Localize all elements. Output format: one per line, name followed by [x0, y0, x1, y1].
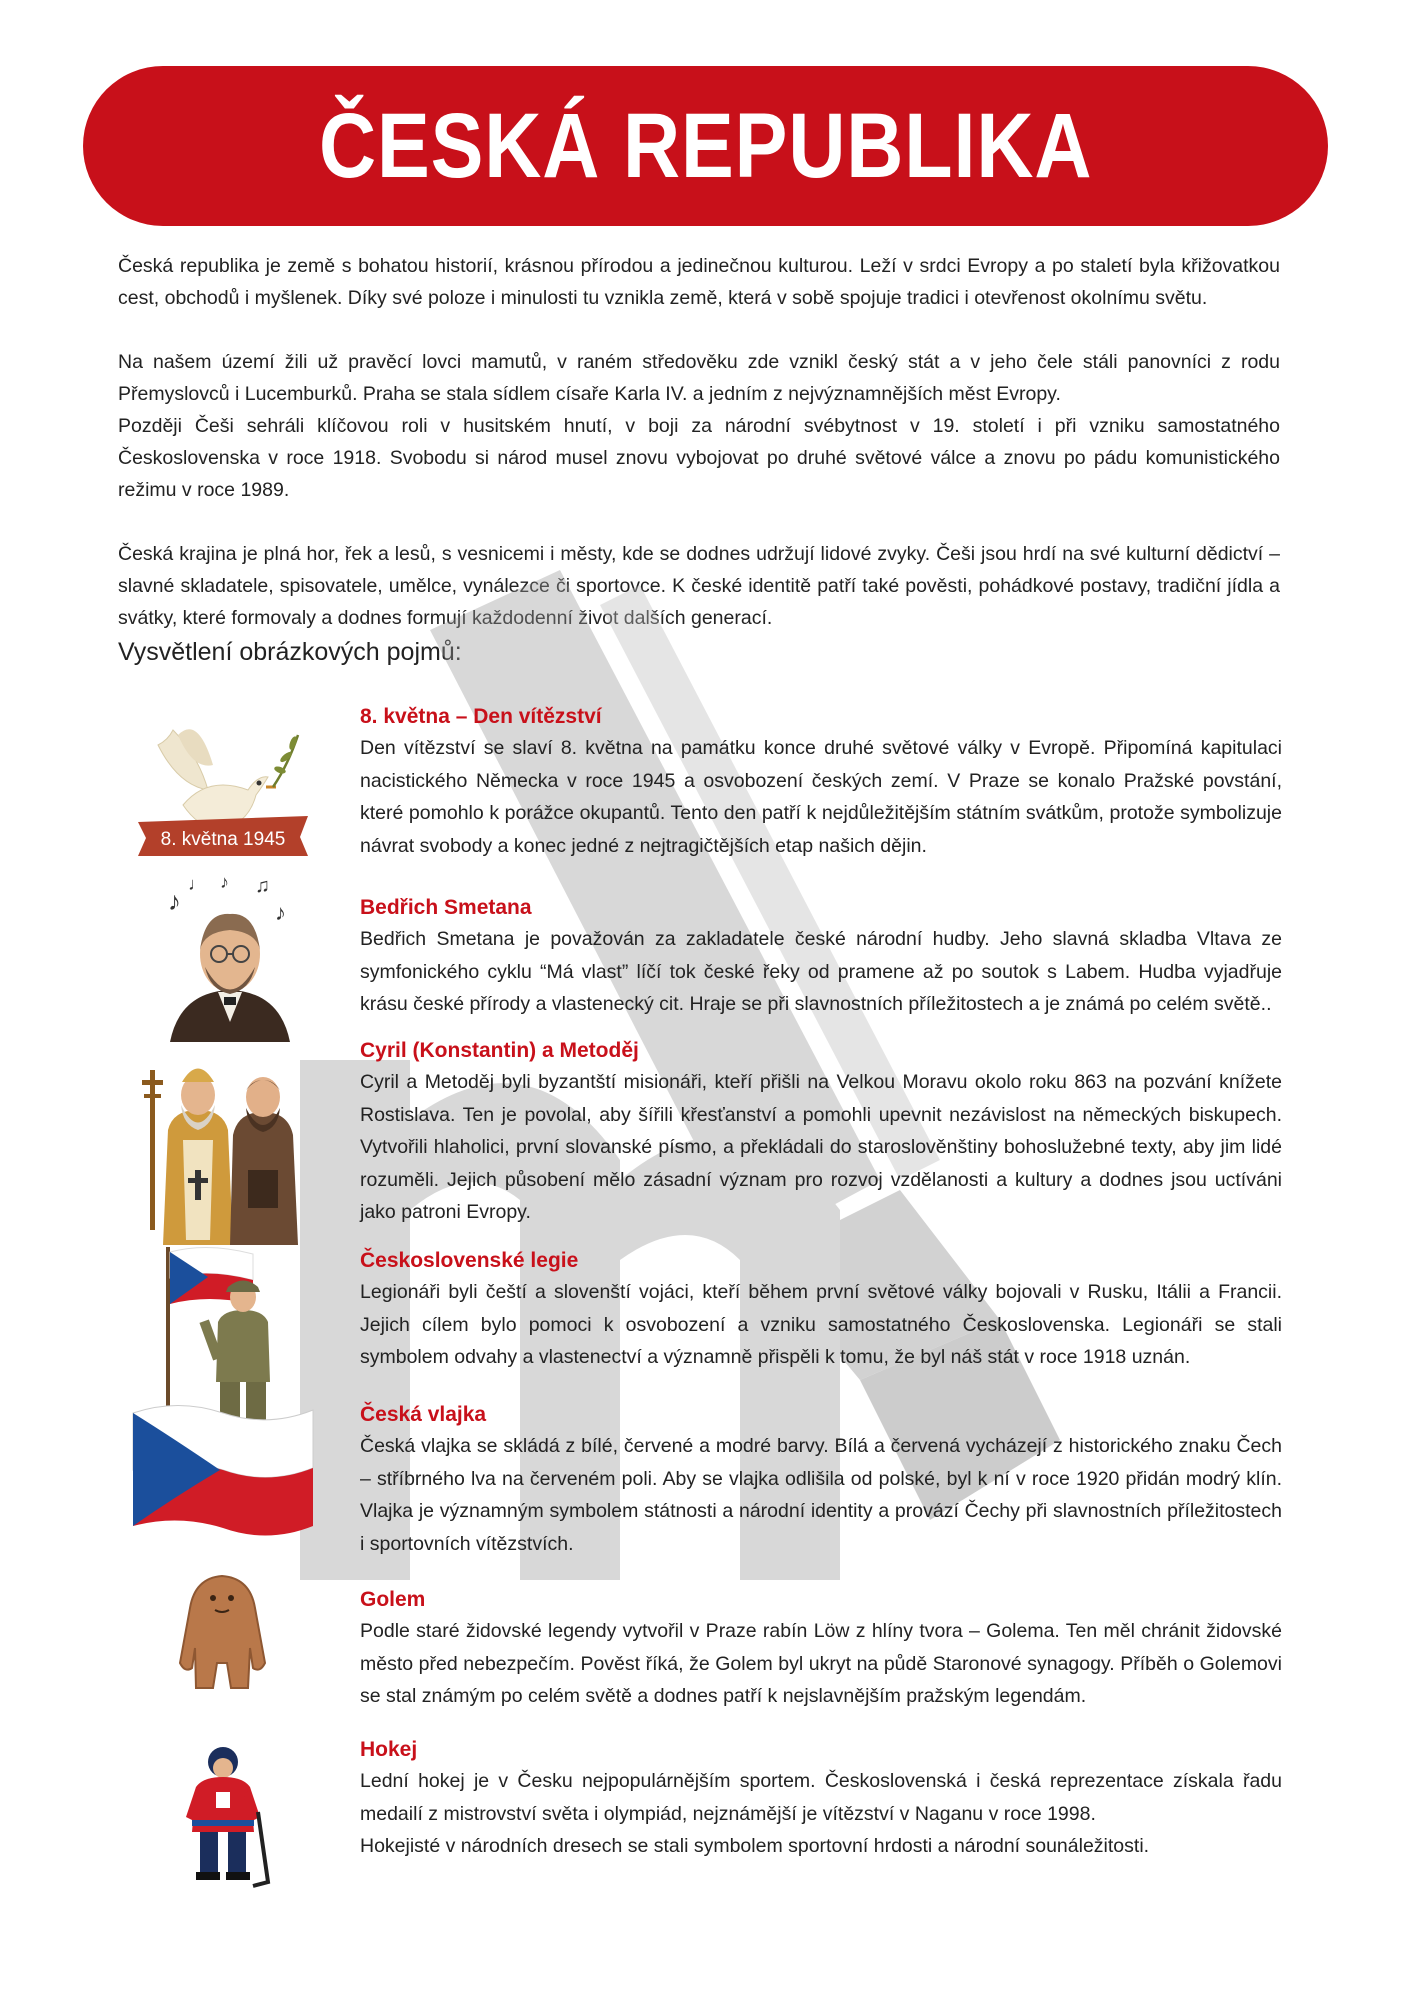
entry-text: Podle staré židovské legendy vytvořil v Praze rabín Löw z hlíny tvora – Golema. Ten měl chránit židovské město před nebezpečím. Pověst říká, že Golem byl ukryt na půdě Staronové synagogy. Příběh o Golemovi se stal známým po celém světě a dodnes patří k nejslavnějším pražským legendám.	[360, 1620, 1282, 1707]
entry-victory-day	[360, 702, 1282, 862]
entry-legions	[360, 1246, 1282, 1374]
entry-smetana	[360, 893, 1282, 1021]
intro-paragraph: Na našem území žili už pravěcí lovci mamutů, v raném středověku zde vznikl český stát a v jeho čele stáli panovníci z rodu Přemyslovců i Lucemburků. Praha se stala sídlem císaře Karla IV. a jedním z nejvýznamnějších měst Evropy.	[118, 351, 1280, 405]
entry-title: Hokej	[360, 1738, 418, 1761]
page-title: ČESKÁ REPUBLIKA	[318, 94, 1093, 197]
cyril-methodius-icon	[138, 1050, 313, 1250]
intro-paragraph: Česká krajina je plná hor, řek a lesů, s vesnicemi i městy, kde se dodnes udržují lidové zvyky. Češi jsou hrdí na své kulturní dědictví – slavné skladatele, spisovatele, umělce, vynálezce či sportovce. K české identitě patří také pověsti, pohádkové postavy, tradiční jídla a svátky, které formovaly a dodnes formují každodenní život dalších generací.	[118, 543, 1280, 629]
entry-text: Den vítězství se slaví 8. května na památku konce druhé světové války v Evropě. Připomíná kapitulaci nacistického Německa v roce 1945 a osvobození českých zemí. V Praze se konalo Pražské povstání, které pomohlo k porážce okupantů. Tento den patří k nejdůležitějším státním svátkům, protože symbolizuje návrat svobody a konec jedné z nejtragičtějších etap našich dějin.	[360, 737, 1282, 857]
golem-icon	[165, 1568, 280, 1703]
entry-title: Cyril (Konstantin) a Metoděj	[360, 1039, 639, 1062]
entry-hockey	[360, 1735, 1282, 1863]
entry-text: Lední hokej je v Česku nejpopulárnějším sportem. Československá i česká reprezentace získala řadu medailí z mistrovství světa i olympiád, nejznámější je vítězství v Naganu v roce 1998.	[360, 1770, 1282, 1825]
intro-paragraph: Později Češi sehráli klíčovou roli v husitském hnutí, v boji za národní svébytnost v 19. století i při vzniku samostatného Československa v roce 1918. Svobodu si národ musel znovu vybojovat po druhé světové válce a znovu po pádu komunistického režimu v roce 1989.	[118, 415, 1280, 501]
czech-flag-icon	[128, 1398, 318, 1538]
svg-text:♪: ♪	[220, 872, 229, 892]
intro-text	[118, 250, 1280, 634]
svg-text:♪: ♪	[275, 900, 286, 925]
badge-text: 8. května 1945	[160, 829, 286, 850]
entry-text: Legionáři byli čeští a slovenští vojáci, kteří během první světové války bojovali v Rusku, Itálii a Francii. Jejich cílem bylo pomoci k osvobození a vzniku samostatného Československa. Legionáři se stali symbolem odvahy a vlastenectví a významně přispěli k tomu, že byl náš stát v roce 1918 uznán.	[360, 1281, 1282, 1368]
entry-text: Cyril a Metoděj byli byzantští misionáři, kteří přišli na Velkou Moravu okolo roku 863 na pozvání knížete Rostislava. Ten je povolal, aby šířili křesťanství a pomohli upevnit nezávislost na německých biskupech. Vytvořili hlaholici, první slovanské písmo, a překládali do staroslověnštiny bohoslužebné texty, aby jim lidé rozuměli. Jejich působení mělo zásadní význam pro rozvoj vzdělanosti a kultury a dodnes jsou uctíváni jako patroni Evropy.	[360, 1071, 1282, 1223]
entry-title: Československé legie	[360, 1249, 579, 1272]
entry-golem	[360, 1585, 1282, 1713]
svg-text:♪: ♪	[168, 886, 181, 916]
entry-flag	[360, 1400, 1282, 1560]
intro-paragraph: Česká republika je země s bohatou historií, krásnou přírodou a jedinečnou kulturou. Leží v srdci Evropy a po staletí byla křižovatkou cest, obchodů i myšlenek. Díky své poloze i minulosti tu vznikla země, která v sobě spojuje tradici i otevřenost okolnímu světu.	[118, 255, 1280, 309]
entry-cyril-methodius	[360, 1036, 1282, 1229]
entry-title: 8. května – Den vítězství	[360, 705, 602, 728]
hockey-player-icon	[168, 1742, 278, 1892]
entry-title: Česká vlajka	[360, 1403, 487, 1426]
section-heading: Vysvětlení obrázkových pojmů:	[118, 638, 462, 666]
victory-day-badge	[138, 812, 308, 862]
entry-text: Česká vlajka se skládá z bílé, červené a modré barvy. Bílá a červená vycházejí z historického znaku Čech – stříbrného lva na červeném poli. Aby se vlajka odlišila od polské, byl k ní v roce 1920 přidán modrý klín. Vlajka je významným symbolem státnosti a národní identity a provází Čechy při slavnostních příležitostech i sportovních vítězstvích.	[360, 1435, 1282, 1555]
entry-title: Bedřich Smetana	[360, 896, 532, 919]
entry-text: Bedřich Smetana je považován za zakladatele české národní hudby. Jeho slavná skladba Vltava ze symfonického cyklu “Má vlast” líčí tok české řeky od pramene až po soutok s Labem. Hudba vyjadřuje krásu české přírody a vlastenecký cit. Hraje se při slavnostních příležitostech a je známá po celém světě..	[360, 928, 1282, 1015]
entry-text: Hokejisté v národních dresech se stali symbolem sportovní hrdosti a národní sounáležitosti.	[360, 1835, 1150, 1857]
entry-title: Golem	[360, 1588, 426, 1611]
svg-text:♩: ♩	[188, 874, 206, 894]
title-banner	[83, 66, 1328, 226]
svg-text:♫: ♫	[255, 875, 270, 897]
smetana-portrait-icon	[160, 872, 300, 1042]
